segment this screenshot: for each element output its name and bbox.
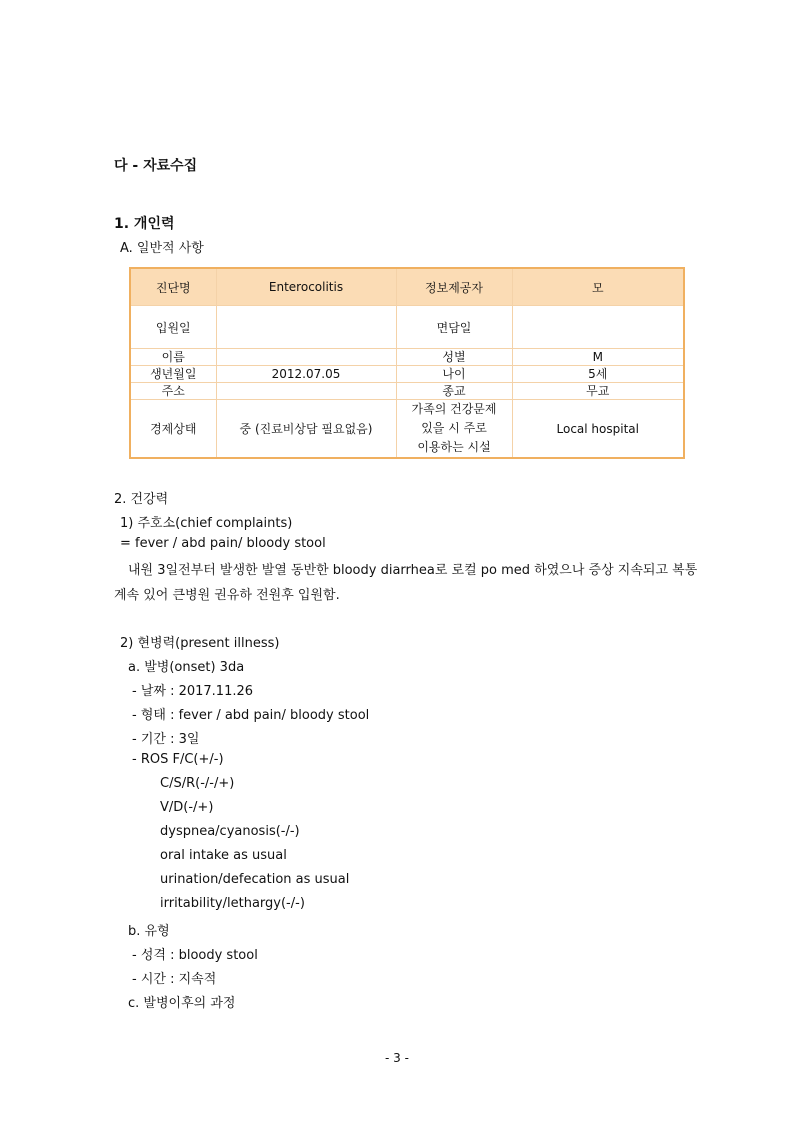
- type-label: b. 유형: [128, 924, 170, 939]
- ros-item: C/S/R(-/-/+): [160, 776, 235, 791]
- table-cell: 생년월일: [130, 366, 216, 383]
- table-row: [130, 383, 684, 400]
- heading-personal-history: 1. 개인력: [114, 216, 175, 232]
- onset-date: - 날짜 : 2017.11.26: [132, 684, 254, 699]
- cell-line: 가족의 건강문제: [411, 402, 497, 416]
- general-info-table: [129, 267, 685, 459]
- table-cell: 2012.07.05: [216, 366, 396, 383]
- table-cell: 종교: [396, 383, 512, 400]
- table-row: [130, 349, 684, 366]
- table-cell: 중 (진료비상담 필요없음): [216, 400, 396, 459]
- type-nature: - 성격 : bloody stool: [132, 948, 258, 963]
- table-cell: 입원일: [130, 306, 216, 349]
- onset-form: - 형태 : fever / abd pain/ bloody stool: [132, 708, 370, 723]
- table-cell: 진단명: [130, 268, 216, 306]
- table-cell: [216, 306, 396, 349]
- table-cell: 성별: [396, 349, 512, 366]
- table-cell: 5세: [512, 366, 684, 383]
- table-row: [130, 400, 684, 459]
- table-cell: [216, 349, 396, 366]
- table-cell: 면담일: [396, 306, 512, 349]
- table-cell: 정보제공자: [396, 268, 512, 306]
- table-cell: 모: [512, 268, 684, 306]
- table-cell: [216, 383, 396, 400]
- onset-label: a. 발병(onset) 3da: [128, 660, 245, 675]
- subheading-general-info: A. 일반적 사항: [120, 241, 204, 256]
- present-illness-title: 2) 현병력(present illness): [120, 636, 280, 651]
- chief-complaints-line2: 계속 있어 큰병원 권유하 전원후 입원함.: [114, 588, 340, 603]
- table-cell: Enterocolitis: [216, 268, 396, 306]
- section-title: 다 - 자료수집: [114, 158, 198, 174]
- table-cell: 주소: [130, 383, 216, 400]
- heading-health-history: 2. 건강력: [114, 492, 169, 507]
- ros-item: urination/defecation as usual: [160, 872, 350, 887]
- ros-item: oral intake as usual: [160, 848, 287, 863]
- ros-item: irritability/lethargy(-/-): [160, 896, 305, 911]
- ros-item: dyspnea/cyanosis(-/-): [160, 824, 300, 839]
- table-row: [130, 268, 684, 306]
- table-cell: 나이: [396, 366, 512, 383]
- table-cell: Local hospital: [512, 400, 684, 459]
- chief-complaints-line1: 내원 3일전부터 발생한 발열 동반한 bloody diarrhea로 로컬 po med 하였으나 증상 지속되고 복통: [128, 563, 698, 578]
- table-cell: 이름: [130, 349, 216, 366]
- cell-line: 있을 시 주로: [421, 421, 487, 435]
- chief-complaints-title: 1) 주호소(chief complaints): [120, 516, 293, 531]
- table-cell: M: [512, 349, 684, 366]
- onset-period: - 기간 : 3일: [132, 732, 200, 747]
- ros-label: - ROS F/C(+/-): [132, 752, 224, 767]
- table-row: [130, 306, 684, 349]
- table-cell: 무교: [512, 383, 684, 400]
- cell-line: 이용하는 시설: [417, 440, 491, 454]
- table-cell-facility: [396, 400, 512, 459]
- table-cell: [512, 306, 684, 349]
- page-number: - 3 -: [385, 1051, 409, 1065]
- ros-item: V/D(-/+): [160, 800, 214, 815]
- table-cell: 경제상태: [130, 400, 216, 459]
- table-row: [130, 366, 684, 383]
- type-time: - 시간 : 지속적: [132, 972, 217, 987]
- course-label: c. 발병이후의 과정: [128, 996, 236, 1011]
- chief-complaints-summary: = fever / abd pain/ bloody stool: [120, 536, 326, 551]
